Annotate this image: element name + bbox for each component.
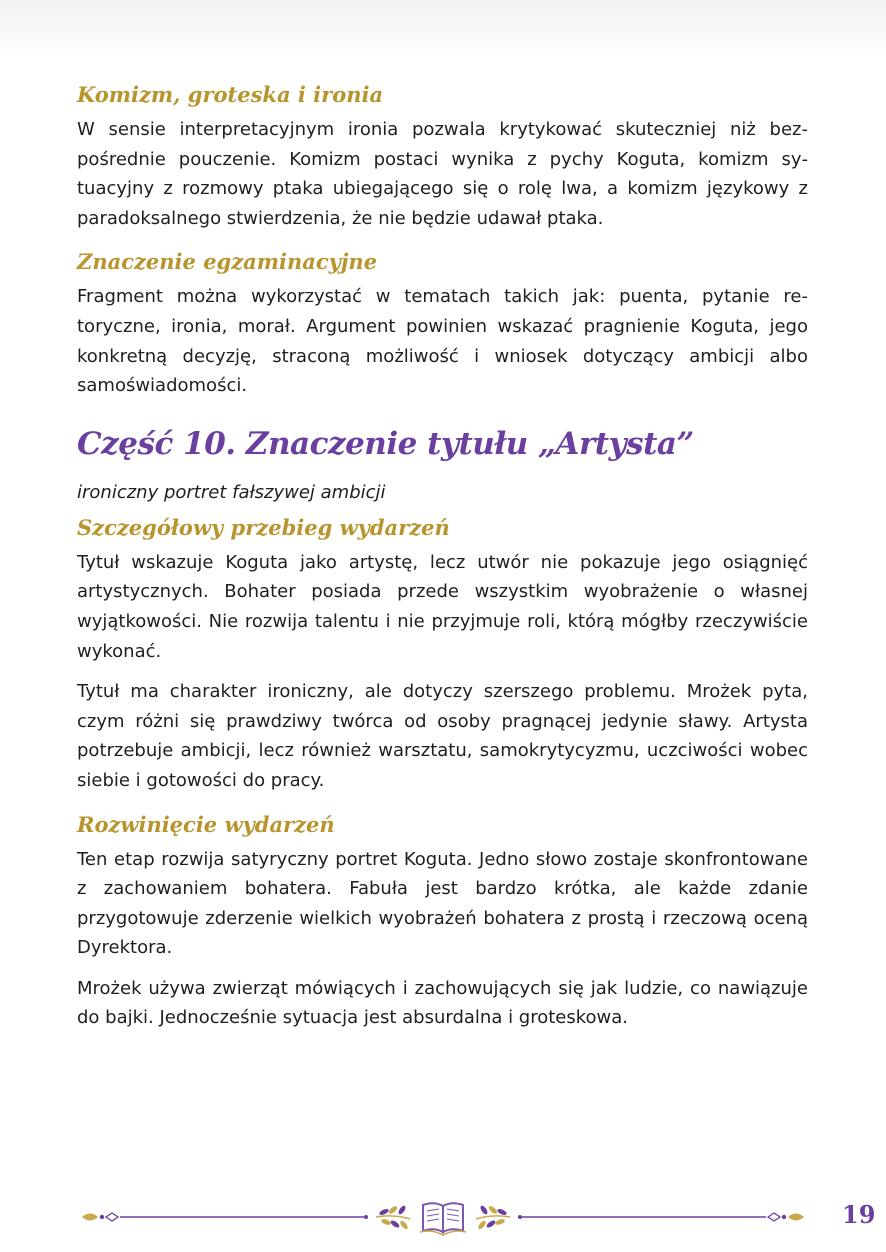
section-heading-rozwiniecie: Rozwinięcie wydarzeń (77, 811, 335, 837)
chapter-title: Część 10. Znaczenie tytułu „Artysta” (77, 425, 694, 462)
section-heading-przebieg: Szczegółowy przebieg wydarzeń (77, 514, 450, 540)
section-heading-egzamin: Znaczenie egzaminacyjne (77, 249, 378, 275)
page-top-shade (0, 0, 886, 60)
paragraph-przebieg-1: Tytuł wskazuje Koguta jako artystę, lecz utwór nie pokazuje jego osiągnięć artystycznych. Bohater posiada przede wszystkim wyobrażenie o własnej wyjątkowości. Nie rozwija talentu i nie przyjmuje roli, którą mógłby rzeczywiście wykonać. (77, 551, 808, 662)
footer-ornament-svg (80, 1196, 806, 1238)
page-content (77, 78, 808, 1033)
paragraph-przebieg-2: Tytuł ma charakter ironiczny, ale dotyczy szerszego problemu. Mrożek pyta, czym różni się prawdziwy twórca od osoby pragnącej jedynie sławy. Artysta potrzebuje ambicji, lecz również warsztatu, samokrytycyzmu, uczciwości wobec siebie i gotowości do pracy. (77, 681, 808, 791)
footer-ornament (80, 1196, 806, 1238)
paragraph-komizm: W sensie interpretacyjnym ironia pozwala krytykować skuteczniej niż bezpośrednie pouczenie. Komizm postaci wynika z pychy Koguta, komizm sytuacyjny z rozmowy ptaka ubiegającego się o rolę lwa, a komizm językowy z paradoksalnego stwierdzenia, że nie będzie udawał ptaka. (77, 119, 808, 229)
paragraph-rozwiniecie-1: Ten etap rozwija satyryczny portret Koguta. Jedno słowo zostaje skonfrontowane z zachowaniem bohatera. Fabuła jest bardzo krótka, ale każde zdanie przygotowuje zderzenie wielkich wyobrażeń bohatera z prostą i rzeczową oceną Dyrektora. (77, 848, 808, 959)
left-flourish-icon (82, 1213, 118, 1221)
right-flourish-icon (768, 1213, 804, 1221)
laurel-right-icon (476, 1205, 510, 1231)
paragraph-rozwiniecie-2: Mrożek używa zwierząt mówiących i zachowujących się jak ludzie, co nawiązuje do bajki. Jednocześnie sytuacja jest absurdalna i groteskowa. (77, 977, 808, 1029)
laurel-left-icon (376, 1205, 410, 1231)
chapter-subtitle: ironiczny portret fałszywej ambicji (77, 481, 386, 503)
open-book-icon (420, 1203, 466, 1235)
paragraph-egzamin: Fragment można wykorzystać w tematach takich jak: puenta, pytanie retoryczne, ironia, morał. Argument powinien wskazać pragnienie Koguta, jego konkretną decyzję, straconą możliwość i wniosek dotyczący ambicji albo samoświadomości. (77, 286, 808, 397)
page-number: 19 (842, 1200, 876, 1229)
section-heading-komizm: Komizm, groteska i ironia (77, 82, 384, 107)
